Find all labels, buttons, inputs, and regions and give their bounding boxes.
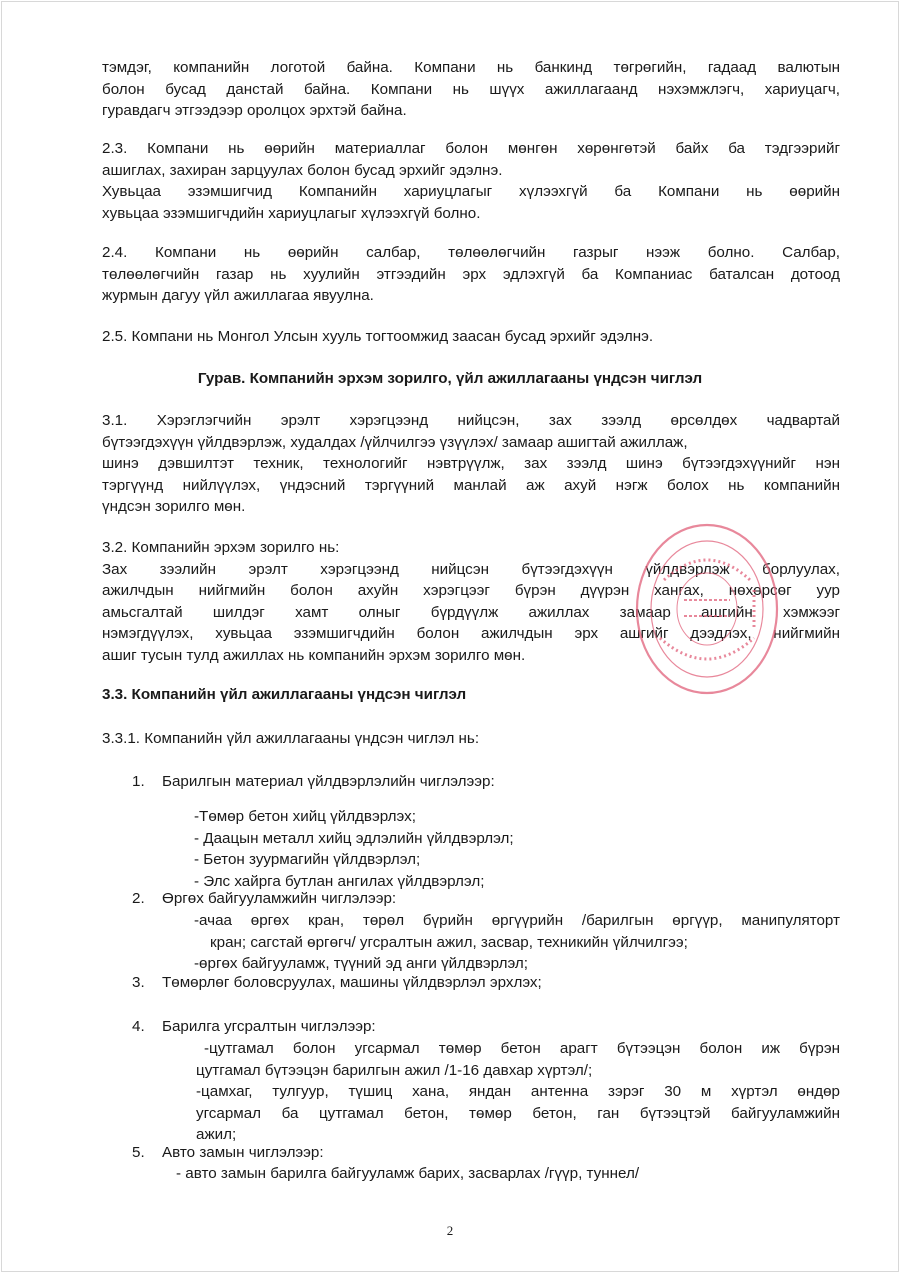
text-line: 3.1. Хэрэглэгчийн эрэлт хэрэгцээнд нийцсэн, зах зээлд өрсөлдөх чадвартай xyxy=(102,412,840,429)
list-item-label: Барилгын материал үйлдвэрлэлийн чиглэлээр: xyxy=(162,773,495,790)
text-line: бүтээгдэхүүн үйлдвэрлэж, худалдах /үйлчилгээ үзүүлэх/ замаар ашигтай ажиллаж, xyxy=(102,433,688,451)
sub-item: цутгамал бүтээцэн барилгын ажил /1-16 давхар хүртэл/; xyxy=(196,1061,593,1079)
text-line: үндсэн зорилго мөн. xyxy=(102,498,246,516)
list-item-5-subitems xyxy=(176,1163,639,1185)
list-item-number: 4. xyxy=(132,1018,145,1035)
text-line: тэргүүнд нийлүүлэх, үндэсний тэргүүний манлай аж ахуй нэгж болох нь компанийн xyxy=(102,476,840,494)
text-line: 2.4. Компани нь өөрийн салбар, төлөөлөгчийн газрыг нээж болно. Салбар, xyxy=(102,244,840,261)
text-line: 2.3. Компани нь өөрийн материаллаг болон мөнгөн хөрөнгөтэй байх ба тэдгээрийг xyxy=(102,140,840,157)
paragraph-3-3-1: 3.3.1. Компанийн үйл ажиллагааны үндсэн чиглэл нь: xyxy=(102,730,480,747)
list-item-label: Авто замын чиглэлээр: xyxy=(162,1144,324,1161)
sub-item: кран; сагстай өргөгч/ угсралтын ажил, засвар, техникийн үйлчилгээ; xyxy=(210,933,688,951)
text-line: 2.5. Компани нь Монгол Улсын хууль тогтоомжид заасан бусад эрхийг эдэлнэ. xyxy=(102,328,654,345)
sub-item: ажил; xyxy=(196,1126,237,1144)
text-line: Хувьцаа эзэмшигчид Компанийн хариуцлагыг хүлээхгүй ба Компани нь өөрийн xyxy=(102,183,840,201)
sub-item: -Төмөр бетон хийц үйлдвэрлэх; xyxy=(194,808,416,825)
sub-item: -цамхаг, тулгуур, түшиц хана, яндан антенна зэрэг 30 м хүртэл өндөр xyxy=(196,1083,840,1101)
text-line: болон бусад данстай байна. Компани нь шүүх ажиллагаанд нэхэмжлэгч, хариуцагч, xyxy=(102,80,840,98)
text-line: ашиг тусын тулд ажиллах нь компанийн эрхэм зорилго мөн. xyxy=(102,646,526,664)
paragraph-3-1 xyxy=(102,410,840,518)
section-3-title: Гурав. Компанийн эрхэм зорилго, үйл ажиллагааны үндсэн чиглэл xyxy=(197,370,703,387)
page-number: 2 xyxy=(446,1223,454,1238)
sub-item: - Элс хайрга бутлан ангилах үйлдвэрлэл; xyxy=(194,872,485,890)
list-item-label: Өргөх байгууламжийн чиглэлээр: xyxy=(162,890,397,907)
paragraph-company-seal xyxy=(102,57,840,122)
list-item-5 xyxy=(132,1142,324,1164)
sub-item: угсармал ба цутгамал бетон, төмөр бетон, ган бүтээцтэй байгууламжийн xyxy=(196,1104,840,1122)
paragraph-2-5 xyxy=(102,326,840,348)
paragraph-2-4 xyxy=(102,242,840,307)
text-line: амьсгалтай шилдэг хамт олныг бүрдүүлж ажиллах замаар ашгийн хэмжээг xyxy=(102,603,840,621)
list-item-label: Төмөрлөг боловсруулах, машины үйлдвэрлэл эрхлэх; xyxy=(162,974,542,991)
company-stamp-icon xyxy=(632,520,782,698)
text-line: ашиглах, захиран зарцуулах болон бусад эрхийг эдэлнэ. xyxy=(102,161,503,179)
text-line: журмын дагуу үйл ажиллагаа явуулна. xyxy=(102,287,374,305)
text-line: шинэ дэвшилтэт техник, технологийг нэвтрүүлж, зах зээлд шинэ бүтээгдэхүүнийг нэн xyxy=(102,455,840,473)
text-line: тэмдэг, компанийн логотой байна. Компани нь банкинд төгрөгийн, гадаад валютын xyxy=(102,59,840,76)
paragraph-2-3 xyxy=(102,138,840,224)
list-item-1 xyxy=(132,771,495,793)
text-line: Зах зээлийн эрэлт хэрэгцээнд нийцсэн бүтээгдэхүүн үйлдвэрлэж борлуулах, xyxy=(102,560,840,578)
list-item-label: Барилга угсралтын чиглэлээр: xyxy=(162,1018,376,1035)
list-item-4-subitems xyxy=(196,1038,840,1146)
sub-item: -өргөх байгууламж, түүний эд анги үйлдвэрлэл; xyxy=(194,955,528,973)
text-line: гуравдагч этгээдээр оролцох эрхтэй байна. xyxy=(102,102,407,120)
sub-item: - Бетон зуурмагийн үйлдвэрлэл; xyxy=(194,851,421,869)
text-line: нэмэгдүүлэх, хувьцаа эзэмшигчдийн болон ажилчдын эрх ашгийг дээдлэх, нийгмийн xyxy=(102,625,840,643)
list-item-1-subitems xyxy=(194,806,514,892)
list-item-number: 1. xyxy=(132,773,145,790)
sub-item: - Даацын металл хийц эдлэлийн үйлдвэрлэл; xyxy=(194,829,514,847)
text-line: төлөөлөгчийн газар нь хуулийн этгээдийн эрх эдлэхгүй ба Компаниас баталсан дотоод xyxy=(102,265,840,283)
list-item-3 xyxy=(132,972,542,994)
text-line: ажилчдын нийгмийн болон ахуйн хэрэгцээг бүрэн дүүрэн хангах, нөхөрсөг уур xyxy=(102,582,840,600)
sub-item: -ачаа өргөх кран, төрөл бүрийн өргүүрийн /барилгын өргүүр, манипуляторт xyxy=(194,912,840,929)
list-item-number: 3. xyxy=(132,974,145,991)
list-item-4 xyxy=(132,1016,376,1038)
text-line: хувьцаа эзэмшигчдийн хариуцлагыг хүлээхгүй болно. xyxy=(102,204,481,222)
subsection-3-3-title: 3.3. Компанийн үйл ажиллагааны үндсэн чиглэл xyxy=(102,686,467,703)
list-item-2 xyxy=(132,888,396,910)
list-item-number: 2. xyxy=(132,890,145,907)
text-line: 3.2. Компанийн эрхэм зорилго нь: xyxy=(102,539,340,556)
list-item-number: 5. xyxy=(132,1144,145,1161)
sub-item: - авто замын барилга байгууламж барих, засварлах /гүүр, туннел/ xyxy=(176,1165,640,1182)
sub-item: -цутгамал болон угсармал төмөр бетон арагт бүтээцэн болон иж бүрэн xyxy=(204,1040,840,1057)
list-item-2-subitems xyxy=(194,910,840,975)
